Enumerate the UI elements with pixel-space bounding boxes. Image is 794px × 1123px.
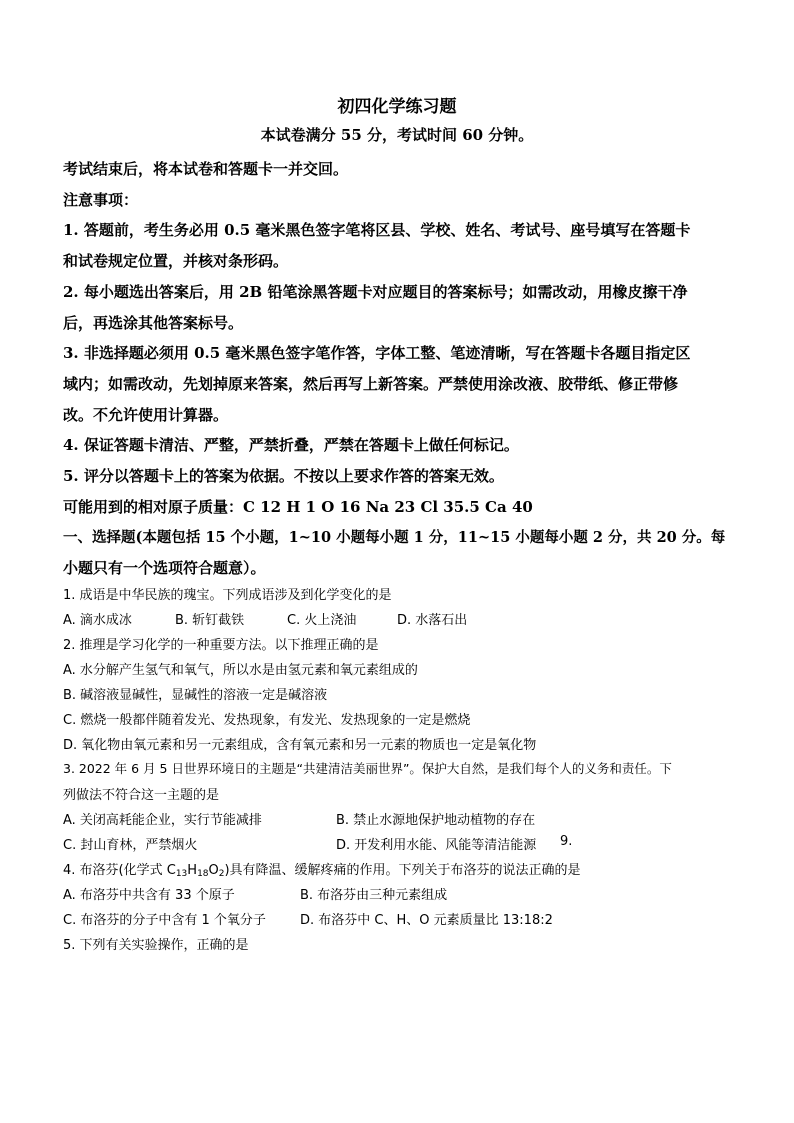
exam-subtitle: 本试卷满分 55 分，考试时间 60 分钟。 xyxy=(260,126,534,144)
question-1-option-b: B. 斩钉截铁 xyxy=(175,613,245,628)
notes-heading: 注意事项： xyxy=(63,191,139,209)
instruction-line: 域内；如需改动，先划掉原来答案，然后再写上新答案。严禁使用涂改液、胶带纸、修正带修 xyxy=(63,375,679,393)
formula-element: O xyxy=(208,863,219,878)
question-4-option-a: A. 布洛芬中共含有 33 个原子 xyxy=(63,888,235,903)
formula-subscript: 18 xyxy=(197,869,209,879)
formula-subscript: 13 xyxy=(175,869,188,879)
question-4-stem xyxy=(63,859,581,878)
question-1-option-a: A. 滴水成冰 xyxy=(63,613,132,628)
question-4-stem-post: )具有降温、缓解疼痛的作用。下列关于布洛芬的说法正确的是 xyxy=(224,863,581,878)
intro-line: 考试结束后，将本试卷和答题卡一并交回。 xyxy=(63,160,349,178)
formula-subscript: 2 xyxy=(218,869,225,879)
question-2-option-b: B. 碱溶液显碱性，显碱性的溶液一定是碱溶液 xyxy=(63,688,328,703)
instruction-line: 3. 非选择题必须用 0.5 毫米黑色签字笔作答，字体工整、笔迹清晰，写在答题卡各题目指定区 xyxy=(63,344,691,362)
question-3-option-d: D. 开发利用水能、风能等清洁能源 xyxy=(336,838,537,853)
instruction-line: 改。不允许使用计算器。 xyxy=(63,406,229,424)
instruction-line: 和试卷规定位置，并核对条形码。 xyxy=(63,252,289,270)
instruction-line: 2. 每小题选出答案后，用 2B 铅笔涂黑答题卡对应题目的答案标号；如需改动，用橡皮擦干净 xyxy=(63,283,688,301)
question-2-option-d: D. 氧化物由氧元素和另一元素组成，含有氧元素和另一元素的物质也一定是氧化物 xyxy=(63,738,537,753)
page-title: 初四化学练习题 xyxy=(337,97,457,117)
question-3-stem: 3. 2022 年 6 月 5 日世界环境日的主题是“共建清洁美丽世界”。保护大自然，是我们每个人的义务和责任。下 xyxy=(63,761,672,776)
question-4-option-b: B. 布洛芬由三种元素组成 xyxy=(300,888,448,903)
atomic-masses: 可能用到的相对原子质量：C 12 H 1 O 16 Na 23 Cl 35.5 Ca 40 xyxy=(63,498,533,516)
question-1-stem: 1. 成语是中华民族的瑰宝。下列成语涉及到化学变化的是 xyxy=(63,588,392,603)
formula-element: H xyxy=(187,863,198,878)
question-3-option-a: A. 关闭高耗能企业，实行节能减排 xyxy=(63,813,262,828)
question-4-option-c: C. 布洛芬的分子中含有 1 个氧分子 xyxy=(63,913,266,928)
instruction-line: 1. 答题前，考生务必用 0.5 毫米黑色签字笔将区县、学校、姓名、考试号、座号填写在答题卡 xyxy=(63,221,691,239)
question-3-stem-cont: 列做法不符合这一主题的是 xyxy=(63,788,220,803)
question-2-stem: 2. 推理是学习化学的一种重要方法。以下推理正确的是 xyxy=(63,638,379,653)
instruction-line: 5. 评分以答题卡上的答案为依据。不按以上要求作答的答案无效。 xyxy=(63,467,504,485)
question-4-option-d: D. 布洛芬中 C、H、O 元素质量比 13:18:2 xyxy=(300,913,553,928)
question-1-option-c: C. 火上浇油 xyxy=(287,613,357,628)
question-3-option-b: B. 禁止水源地保护地动植物的存在 xyxy=(336,813,536,828)
section-heading: 一、选择题(本题包括 15 个小题，1~10 小题每小题 1 分，11~15 小题每小题 2 分，共 20 分。每 xyxy=(63,529,726,546)
question-1-option-d: D. 水落石出 xyxy=(397,613,468,628)
question-4-stem-pre: 4. 布洛芬(化学式 C xyxy=(63,863,176,878)
question-2-option-c: C. 燃烧一般都伴随着发光、发热现象，有发光、发热现象的一定是燃烧 xyxy=(63,713,471,728)
section-heading-cont: 小题只有一个选项符合题意）。 xyxy=(63,559,266,577)
instruction-line: 后，再选涂其他答案标号。 xyxy=(63,314,244,332)
instruction-line: 4. 保证答题卡清洁、严整，严禁折叠，严禁在答题卡上做任何标记。 xyxy=(63,436,519,454)
stray-mark: 9. xyxy=(560,834,573,849)
question-2-option-a: A. 水分解产生氢气和氧气，所以水是由氢元素和氧元素组成的 xyxy=(63,663,418,678)
question-5-stem: 5. 下列有关实验操作，正确的是 xyxy=(63,938,249,953)
question-3-option-c: C. 封山育林，严禁烟火 xyxy=(63,838,198,853)
